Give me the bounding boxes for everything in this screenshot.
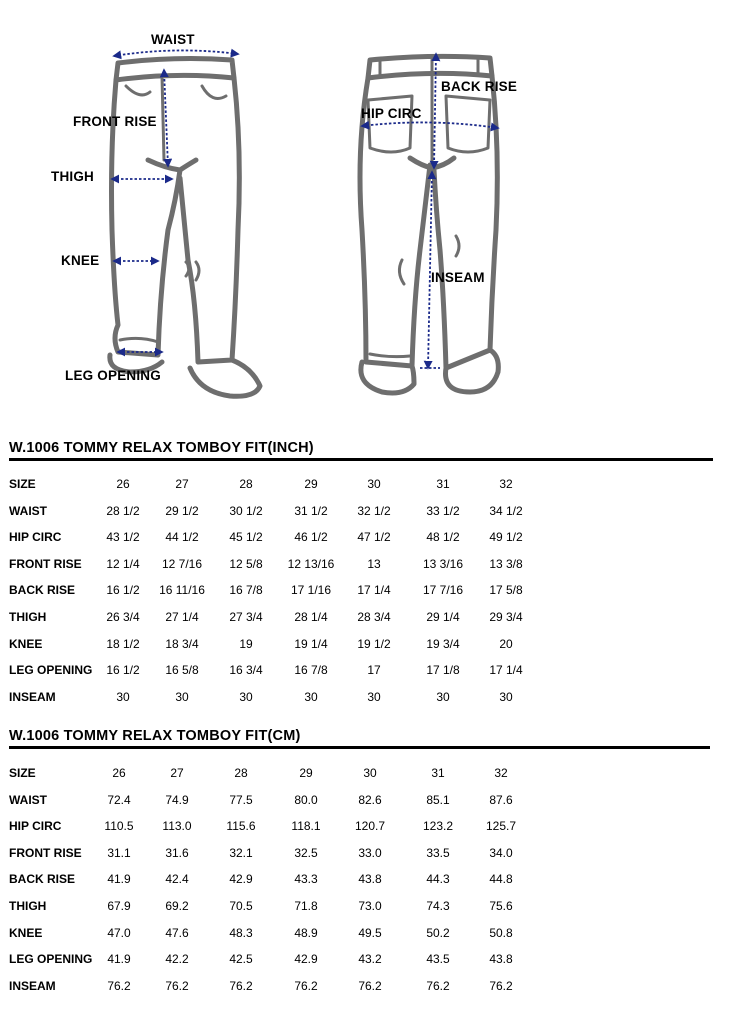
table-cell: 44.3	[426, 872, 450, 887]
table-cell: 76.2	[294, 978, 318, 993]
row-label: HIP CIRC	[9, 530, 62, 545]
table-cell: 34.0	[489, 845, 513, 860]
table-cell: 32	[499, 477, 513, 491]
row-label: INSEAM	[9, 689, 56, 704]
table-cell: 30	[175, 689, 189, 704]
row-label: LEG OPENING	[9, 663, 93, 678]
table-row	[0, 766, 741, 786]
table-cell: 47.0	[107, 925, 131, 940]
table-cell: 69.2	[165, 899, 189, 913]
row-label: LEG OPENING	[9, 952, 93, 967]
table-cell: 33 1/2	[426, 503, 460, 518]
row-label: FRONT RISE	[9, 556, 82, 571]
row-label: BACK RISE	[9, 583, 76, 598]
row-label: INSEAM	[9, 978, 56, 993]
table-row	[0, 952, 741, 972]
hip-circ-label: HIP CIRC	[361, 106, 422, 121]
table-cell: 12 7/16	[161, 556, 203, 571]
table-cell: 31 1/2	[294, 503, 328, 518]
table-cell: 71.8	[294, 899, 318, 913]
row-label: WAIST	[9, 503, 47, 518]
table-row	[0, 872, 741, 892]
leg-opening-label: LEG OPENING	[65, 368, 161, 383]
table-cell: 29 1/2	[165, 503, 199, 518]
table-cell: 73.0	[358, 899, 382, 913]
row-label: HIP CIRC	[9, 819, 62, 834]
table-cell: 27 1/4	[165, 610, 199, 624]
table-cell: 76.2	[229, 978, 253, 993]
table-cell: 26 3/4	[106, 610, 140, 624]
table-cell: 80.0	[294, 792, 318, 807]
table-cell: 77.5	[229, 792, 253, 807]
table-cell: 32.5	[294, 845, 318, 860]
table-cell: 17 1/16	[290, 583, 332, 598]
row-label: THIGH	[9, 899, 47, 913]
table-cell: 82.6	[358, 792, 382, 807]
table-cell: 17 7/16	[422, 583, 464, 598]
table-cell: 76.2	[489, 978, 513, 993]
table-cell: 31.6	[165, 845, 189, 860]
table-cell: 42.5	[229, 952, 253, 967]
table-cell: 42.9	[229, 872, 253, 887]
table-cell: 42.9	[294, 952, 318, 967]
table-cell: 17 5/8	[489, 583, 523, 598]
table-row	[0, 846, 741, 866]
table-cell: 30	[116, 689, 130, 704]
cm-table-rule	[9, 746, 710, 749]
table-cell: 75.6	[489, 899, 513, 913]
row-label: KNEE	[9, 925, 43, 940]
table-cell: 26	[112, 766, 126, 780]
table-cell: 17	[367, 663, 381, 678]
table-cell: 17 1/4	[489, 663, 523, 678]
front-rise-label: FRONT RISE	[73, 114, 157, 129]
table-cell: 12 5/8	[229, 556, 263, 571]
table-cell: 42.2	[165, 952, 189, 967]
table-cell: 32	[494, 766, 508, 780]
back-rise-label: BACK RISE	[441, 79, 518, 94]
table-cell: 19 1/4	[294, 636, 328, 651]
table-cell: 12 13/16	[287, 556, 335, 571]
table-row	[0, 793, 741, 813]
row-label: BACK RISE	[9, 872, 76, 887]
table-cell: 33.0	[358, 845, 382, 860]
table-cell: 19 1/2	[357, 636, 391, 651]
table-cell: 43.3	[294, 872, 318, 887]
table-cell: 30	[367, 689, 381, 704]
table-cell: 74.3	[426, 899, 450, 913]
table-cell: 27	[170, 766, 184, 780]
table-cell: 30	[363, 766, 377, 780]
table-cell: 28 1/4	[294, 610, 328, 624]
table-cell: 29	[299, 766, 313, 780]
table-row	[0, 819, 741, 839]
table-cell: 26	[116, 477, 130, 491]
table-cell: 16 5/8	[165, 663, 199, 678]
table-cell: 30	[367, 477, 381, 491]
table-cell: 27	[175, 477, 189, 491]
table-cell: 29 1/4	[426, 610, 460, 624]
table-cell: 125.7	[485, 819, 517, 834]
table-row	[0, 926, 741, 946]
table-cell: 16 7/8	[294, 663, 328, 678]
table-cell: 34 1/2	[489, 503, 523, 518]
table-cell: 48.9	[294, 925, 318, 940]
table-cell: 18 3/4	[165, 636, 199, 651]
inch-table-title: W.1006 TOMMY RELAX TOMBOY FIT(INCH)	[9, 440, 314, 456]
table-cell: 72.4	[107, 792, 131, 807]
table-cell: 28 1/2	[106, 503, 140, 518]
table-cell: 44.8	[489, 872, 513, 887]
table-cell: 50.8	[489, 925, 513, 940]
table-cell: 12 1/4	[106, 556, 140, 571]
table-cell: 74.9	[165, 792, 189, 807]
table-cell: 123.2	[422, 819, 454, 834]
table-cell: 32 1/2	[357, 503, 391, 518]
table-cell: 43.8	[358, 872, 382, 887]
table-cell: 48 1/2	[426, 530, 460, 545]
table-cell: 30	[239, 689, 253, 704]
table-cell: 113.0	[162, 819, 192, 834]
table-cell: 16 1/2	[106, 583, 140, 598]
thigh-label: THIGH	[51, 169, 94, 184]
table-cell: 85.1	[426, 792, 450, 807]
table-cell: 76.2	[358, 978, 382, 993]
table-cell: 17 1/8	[426, 663, 460, 678]
table-cell: 50.2	[426, 925, 450, 940]
table-cell: 19	[239, 636, 253, 651]
table-cell: 70.5	[229, 899, 253, 913]
table-cell: 43.2	[358, 952, 382, 967]
row-label: FRONT RISE	[9, 845, 82, 860]
table-cell: 31	[436, 477, 450, 491]
table-cell: 67.9	[107, 899, 131, 913]
inseam-label: INSEAM	[431, 270, 485, 285]
table-cell: 29	[304, 477, 318, 491]
table-cell: 27 3/4	[229, 610, 263, 624]
table-cell: 115.6	[226, 819, 256, 834]
table-cell: 76.2	[107, 978, 131, 993]
table-cell: 18 1/2	[106, 636, 140, 651]
table-cell: 13 3/16	[422, 556, 464, 571]
table-cell: 19 3/4	[426, 636, 460, 651]
table-cell: 28 3/4	[357, 610, 391, 624]
table-cell: 49 1/2	[489, 530, 523, 545]
table-cell: 43 1/2	[106, 530, 140, 545]
row-label: THIGH	[9, 610, 47, 624]
table-cell: 32.1	[229, 845, 253, 860]
table-cell: 28	[239, 477, 253, 491]
table-cell: 47.6	[165, 925, 189, 940]
waist-label: WAIST	[151, 32, 195, 47]
row-label: WAIST	[9, 792, 47, 807]
table-cell: 76.2	[426, 978, 450, 993]
cm-table-title: W.1006 TOMMY RELAX TOMBOY FIT(CM)	[9, 728, 301, 744]
table-cell: 42.4	[165, 872, 189, 887]
table-cell: 45 1/2	[229, 530, 263, 545]
table-cell: 30	[499, 689, 513, 704]
table-cell: 33.5	[426, 845, 450, 860]
table-cell: 16 3/4	[229, 663, 263, 678]
table-cell: 20	[499, 636, 513, 651]
table-cell: 30	[436, 689, 450, 704]
table-cell: 43.5	[426, 952, 450, 967]
table-cell: 44 1/2	[165, 530, 199, 545]
table-cell: 29 3/4	[489, 610, 523, 624]
table-cell: 118.1	[291, 819, 321, 834]
table-cell: 28	[234, 766, 248, 780]
table-cell: 31	[431, 766, 445, 780]
table-row	[0, 979, 741, 999]
table-cell: 41.9	[107, 872, 131, 887]
table-cell: 110.5	[104, 819, 134, 834]
table-cell: 120.7	[354, 819, 386, 834]
table-cell: 16 1/2	[106, 663, 140, 678]
table-cell: 30 1/2	[229, 503, 263, 518]
row-label: SIZE	[9, 766, 36, 780]
table-cell: 17 1/4	[357, 583, 391, 598]
table-cell: 76.2	[165, 978, 189, 993]
table-cell: 16 7/8	[229, 583, 263, 598]
table-row	[0, 899, 741, 919]
table-cell: 48.3	[229, 925, 253, 940]
table-cell: 47 1/2	[357, 530, 391, 545]
table-cell: 30	[304, 689, 318, 704]
table-cell: 13	[367, 556, 381, 571]
knee-label: KNEE	[61, 253, 100, 268]
row-label: KNEE	[9, 636, 43, 651]
table-cell: 87.6	[489, 792, 513, 807]
table-cell: 41.9	[107, 952, 131, 967]
table-cell: 16 11/16	[159, 583, 205, 598]
table-cell: 13 3/8	[489, 556, 523, 571]
table-cell: 43.8	[489, 952, 513, 967]
table-cell: 49.5	[358, 925, 382, 940]
table-cell: 31.1	[107, 845, 131, 860]
table-cell: 46 1/2	[294, 530, 328, 545]
row-label: SIZE	[9, 477, 36, 491]
